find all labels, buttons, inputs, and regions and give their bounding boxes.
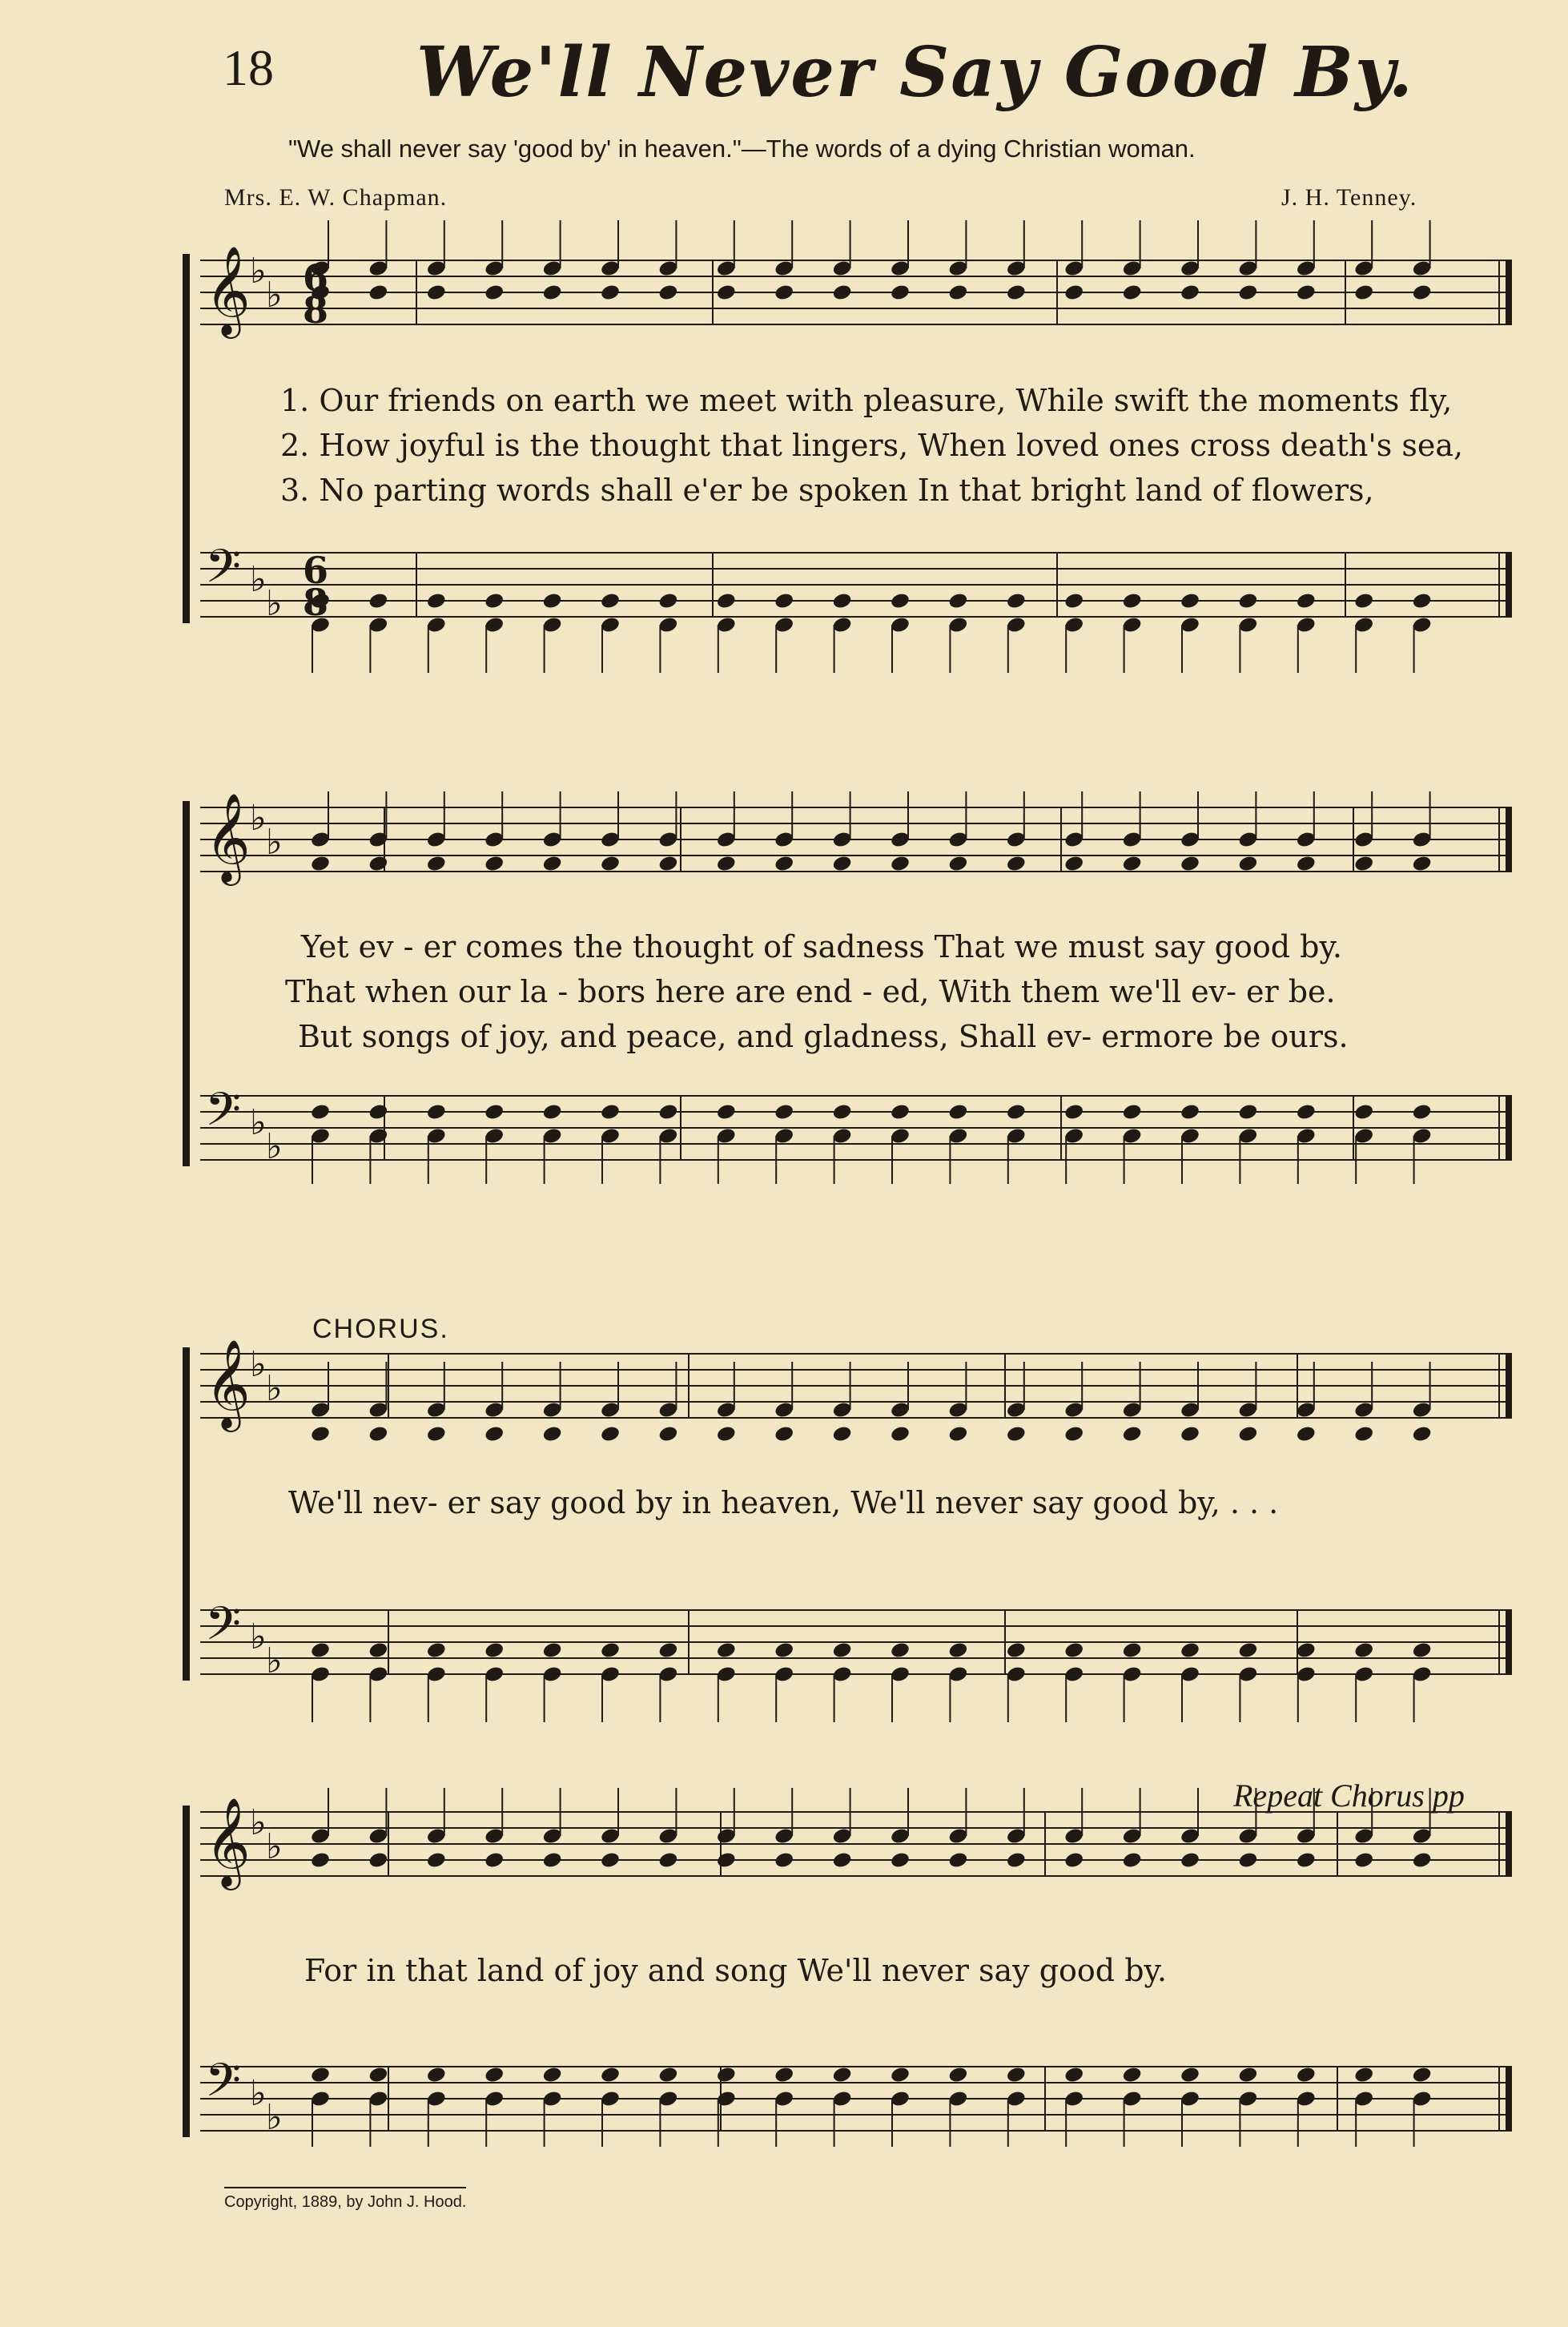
note-head bbox=[1122, 1641, 1143, 1660]
note-head bbox=[1353, 855, 1374, 873]
note-head bbox=[1063, 855, 1084, 873]
note-head bbox=[1412, 1851, 1433, 1870]
hymn-title: We'll Never Say Good By. bbox=[416, 32, 1414, 113]
note-head bbox=[484, 1851, 505, 1870]
note-head bbox=[600, 855, 621, 873]
note-head bbox=[1063, 284, 1084, 302]
final-barline bbox=[1506, 1354, 1512, 1418]
note-head bbox=[310, 1851, 331, 1870]
note-head bbox=[1296, 1641, 1317, 1660]
bass-clef: 𝄢 bbox=[205, 1082, 242, 1148]
note-head bbox=[832, 592, 853, 610]
note-head bbox=[774, 284, 794, 302]
flat-sign: ♭ bbox=[250, 251, 267, 292]
note-head bbox=[832, 1425, 853, 1443]
note-head bbox=[832, 284, 853, 302]
final-barline bbox=[1506, 2067, 1512, 2131]
note-head bbox=[1122, 2066, 1143, 2084]
lyric-line: 2. How joyful is the thought that lingers, When loved ones cross death's sea, bbox=[280, 428, 1464, 463]
note-head bbox=[1063, 1103, 1084, 1121]
note-head bbox=[1006, 592, 1027, 610]
lyric-line: 3. No parting words shall e'er be spoken In that bright land of flowers, bbox=[280, 473, 1374, 508]
note-head bbox=[774, 1851, 794, 1870]
note-head bbox=[716, 855, 737, 873]
note-head bbox=[1237, 2066, 1258, 2084]
note-head bbox=[1180, 1103, 1200, 1121]
note-head bbox=[1122, 592, 1143, 610]
note-head bbox=[484, 855, 505, 873]
note-head bbox=[1180, 284, 1200, 302]
note-head bbox=[600, 2066, 621, 2084]
note-head bbox=[426, 1641, 447, 1660]
epigraph: "We shall never say 'good by' in heaven."—The words of a dying Christian woman. bbox=[288, 135, 1196, 163]
note-head bbox=[1180, 1851, 1200, 1870]
note-head bbox=[484, 1425, 505, 1443]
note-head bbox=[1006, 855, 1027, 873]
bass-clef: 𝄢 bbox=[205, 539, 242, 605]
note-head bbox=[484, 2066, 505, 2084]
note-head bbox=[1122, 855, 1143, 873]
note-head bbox=[1296, 1103, 1317, 1121]
lyric-line: We'll nev- er say good by in heaven, We'll never say good by, . . . bbox=[288, 1485, 1279, 1520]
final-barline bbox=[1506, 1812, 1512, 1876]
note-head bbox=[947, 2066, 968, 2084]
note-head bbox=[1063, 1851, 1084, 1870]
note-head bbox=[1412, 855, 1433, 873]
system-brace bbox=[183, 254, 190, 623]
note-head bbox=[890, 284, 911, 302]
bass-clef: 𝄢 bbox=[205, 2053, 242, 2119]
repeat-direction: Repeat Chorus pp bbox=[1233, 1777, 1465, 1814]
note-head bbox=[368, 1851, 388, 1870]
note-head bbox=[368, 855, 388, 873]
note-head bbox=[1006, 1641, 1027, 1660]
flat-sign: ♭ bbox=[266, 822, 283, 863]
note-head bbox=[426, 1103, 447, 1121]
note-head bbox=[947, 1851, 968, 1870]
note-head bbox=[716, 1851, 737, 1870]
note-head bbox=[947, 1641, 968, 1660]
note-head bbox=[368, 1425, 388, 1443]
flat-sign: ♭ bbox=[250, 1344, 267, 1385]
note-head bbox=[484, 1103, 505, 1121]
note-head bbox=[657, 1425, 678, 1443]
final-barline bbox=[1506, 1096, 1512, 1160]
note-head bbox=[657, 855, 678, 873]
note-head bbox=[600, 1425, 621, 1443]
note-head bbox=[1063, 1425, 1084, 1443]
note-head bbox=[947, 1425, 968, 1443]
lyric-line: For in that land of joy and song We'll never say good by. bbox=[304, 1953, 1168, 1988]
flat-sign: ♭ bbox=[266, 2097, 283, 2138]
final-barline bbox=[1506, 807, 1512, 872]
flat-sign: ♭ bbox=[250, 798, 267, 839]
note-head bbox=[832, 1641, 853, 1660]
note-head bbox=[1063, 592, 1084, 610]
note-head bbox=[1122, 1425, 1143, 1443]
note-head bbox=[1296, 1851, 1317, 1870]
lyric-line: But songs of joy, and peace, and gladness, Shall ev- ermore be ours. bbox=[298, 1019, 1349, 1054]
note-head bbox=[1412, 1641, 1433, 1660]
flat-sign: ♭ bbox=[250, 1102, 267, 1143]
note-head bbox=[657, 2066, 678, 2084]
page-number: 18 bbox=[223, 39, 274, 96]
note-head bbox=[716, 592, 737, 610]
note-head bbox=[600, 1103, 621, 1121]
note-head bbox=[1353, 284, 1374, 302]
note-head bbox=[890, 1103, 911, 1121]
bass-clef: 𝄢 bbox=[205, 1596, 242, 1662]
note-head bbox=[484, 284, 505, 302]
note-head bbox=[716, 284, 737, 302]
flat-sign: ♭ bbox=[266, 275, 283, 316]
note-head bbox=[1296, 2066, 1317, 2084]
note-head bbox=[1412, 2066, 1433, 2084]
treble-clef: 𝄞 bbox=[205, 1797, 251, 1886]
time-signature-numerator: 6 bbox=[303, 256, 329, 300]
note-head bbox=[310, 1103, 331, 1121]
note-head bbox=[368, 592, 388, 610]
note-head bbox=[368, 284, 388, 302]
time-signature-denominator: 8 bbox=[303, 581, 329, 624]
note-head bbox=[947, 592, 968, 610]
note-head bbox=[1006, 1425, 1027, 1443]
note-head bbox=[1237, 1641, 1258, 1660]
treble-clef: 𝄞 bbox=[205, 245, 251, 335]
note-head bbox=[1353, 1851, 1374, 1870]
note-head bbox=[1412, 284, 1433, 302]
chorus-label: CHORUS. bbox=[312, 1314, 449, 1344]
flat-sign: ♭ bbox=[266, 1368, 283, 1409]
note-head bbox=[1180, 592, 1200, 610]
note-head bbox=[368, 1103, 388, 1121]
note-head bbox=[426, 592, 447, 610]
note-head bbox=[1122, 1103, 1143, 1121]
system-brace bbox=[183, 1347, 190, 1681]
note-head bbox=[600, 1851, 621, 1870]
lyric-line: Yet ev - er comes the thought of sadness That we must say good by. bbox=[301, 929, 1342, 964]
note-head bbox=[542, 1641, 563, 1660]
note-head bbox=[310, 1425, 331, 1443]
note-head bbox=[542, 284, 563, 302]
note-head bbox=[1122, 284, 1143, 302]
note-head bbox=[1353, 1641, 1374, 1660]
note-head bbox=[890, 1851, 911, 1870]
note-head bbox=[600, 1641, 621, 1660]
note-head bbox=[1412, 592, 1433, 610]
flat-sign: ♭ bbox=[266, 1826, 283, 1867]
note-head bbox=[1353, 1103, 1374, 1121]
note-head bbox=[542, 2066, 563, 2084]
note-head bbox=[657, 592, 678, 610]
time-signature-denominator: 8 bbox=[303, 288, 329, 332]
note-head bbox=[1412, 1425, 1433, 1443]
note-head bbox=[947, 855, 968, 873]
note-head bbox=[774, 1641, 794, 1660]
note-head bbox=[1296, 1425, 1317, 1443]
note-head bbox=[1237, 284, 1258, 302]
note-head bbox=[1353, 2066, 1374, 2084]
note-head bbox=[774, 855, 794, 873]
flat-sign: ♭ bbox=[250, 1802, 267, 1843]
note-head bbox=[310, 2066, 331, 2084]
note-head bbox=[368, 1641, 388, 1660]
note-head bbox=[716, 1103, 737, 1121]
note-head bbox=[716, 1641, 737, 1660]
final-barline bbox=[1506, 553, 1512, 617]
note-head bbox=[1412, 1103, 1433, 1121]
note-head bbox=[310, 855, 331, 873]
note-head bbox=[1180, 2066, 1200, 2084]
note-head bbox=[1180, 855, 1200, 873]
note-head bbox=[1353, 1425, 1374, 1443]
time-signature-numerator: 6 bbox=[303, 549, 329, 592]
note-head bbox=[1122, 1851, 1143, 1870]
system-brace bbox=[183, 1806, 190, 2137]
note-head bbox=[1237, 592, 1258, 610]
note-head bbox=[890, 1641, 911, 1660]
flat-sign: ♭ bbox=[250, 559, 267, 600]
note-head bbox=[890, 855, 911, 873]
treble-clef: 𝄞 bbox=[205, 1339, 251, 1428]
note-head bbox=[1237, 1851, 1258, 1870]
note-head bbox=[426, 1425, 447, 1443]
lyricist-credit: Mrs. E. W. Chapman. bbox=[224, 184, 448, 211]
note-head bbox=[657, 1851, 678, 1870]
note-head bbox=[1296, 592, 1317, 610]
note-head bbox=[600, 592, 621, 610]
note-head bbox=[657, 1103, 678, 1121]
note-head bbox=[310, 1641, 331, 1660]
note-head bbox=[426, 1851, 447, 1870]
note-head bbox=[832, 1851, 853, 1870]
note-head bbox=[1006, 1103, 1027, 1121]
note-head bbox=[947, 1103, 968, 1121]
note-head bbox=[1237, 1103, 1258, 1121]
note-head bbox=[1180, 1425, 1200, 1443]
note-head bbox=[832, 1103, 853, 1121]
note-head bbox=[1296, 855, 1317, 873]
note-head bbox=[1237, 1425, 1258, 1443]
final-barline bbox=[1506, 260, 1512, 324]
flat-sign: ♭ bbox=[266, 583, 283, 624]
note-head bbox=[1180, 1641, 1200, 1660]
flat-sign: ♭ bbox=[250, 1616, 267, 1657]
flat-sign: ♭ bbox=[266, 1126, 283, 1167]
note-head bbox=[1063, 2066, 1084, 2084]
note-head bbox=[1006, 2066, 1027, 2084]
note-head bbox=[716, 1425, 737, 1443]
note-head bbox=[484, 1641, 505, 1660]
note-head bbox=[657, 284, 678, 302]
note-head bbox=[368, 2066, 388, 2084]
flat-sign: ♭ bbox=[250, 2073, 267, 2114]
note-head bbox=[890, 1425, 911, 1443]
note-head bbox=[774, 1103, 794, 1121]
note-head bbox=[542, 855, 563, 873]
note-head bbox=[774, 592, 794, 610]
note-head bbox=[1237, 855, 1258, 873]
note-head bbox=[542, 1851, 563, 1870]
lyric-line: 1. Our friends on earth we meet with pleasure, While swift the moments fly, bbox=[280, 383, 1453, 418]
note-head bbox=[832, 855, 853, 873]
note-head bbox=[426, 2066, 447, 2084]
flat-sign: ♭ bbox=[266, 1641, 283, 1681]
note-head bbox=[1353, 592, 1374, 610]
note-head bbox=[426, 284, 447, 302]
note-head bbox=[716, 2066, 737, 2084]
note-head bbox=[542, 1425, 563, 1443]
note-head bbox=[484, 592, 505, 610]
note-head bbox=[890, 592, 911, 610]
note-head bbox=[1006, 284, 1027, 302]
note-head bbox=[542, 1103, 563, 1121]
note-head bbox=[774, 1425, 794, 1443]
note-head bbox=[426, 855, 447, 873]
note-head bbox=[774, 2066, 794, 2084]
lyric-line: That when our la - bors here are end - ed, With them we'll ev- er be. bbox=[285, 974, 1336, 1009]
note-head bbox=[1296, 284, 1317, 302]
note-head bbox=[542, 592, 563, 610]
note-head bbox=[832, 2066, 853, 2084]
treble-clef: 𝄞 bbox=[205, 792, 251, 882]
note-head bbox=[657, 1641, 678, 1660]
final-barline bbox=[1506, 1610, 1512, 1674]
note-head bbox=[1006, 1851, 1027, 1870]
note-head bbox=[890, 2066, 911, 2084]
copyright-notice: Copyright, 1889, by John J. Hood. bbox=[224, 2187, 466, 2212]
composer-credit: J. H. Tenney. bbox=[1281, 184, 1417, 211]
note-head bbox=[1063, 1641, 1084, 1660]
note-head bbox=[600, 284, 621, 302]
note-head bbox=[947, 284, 968, 302]
system-brace bbox=[183, 801, 190, 1166]
